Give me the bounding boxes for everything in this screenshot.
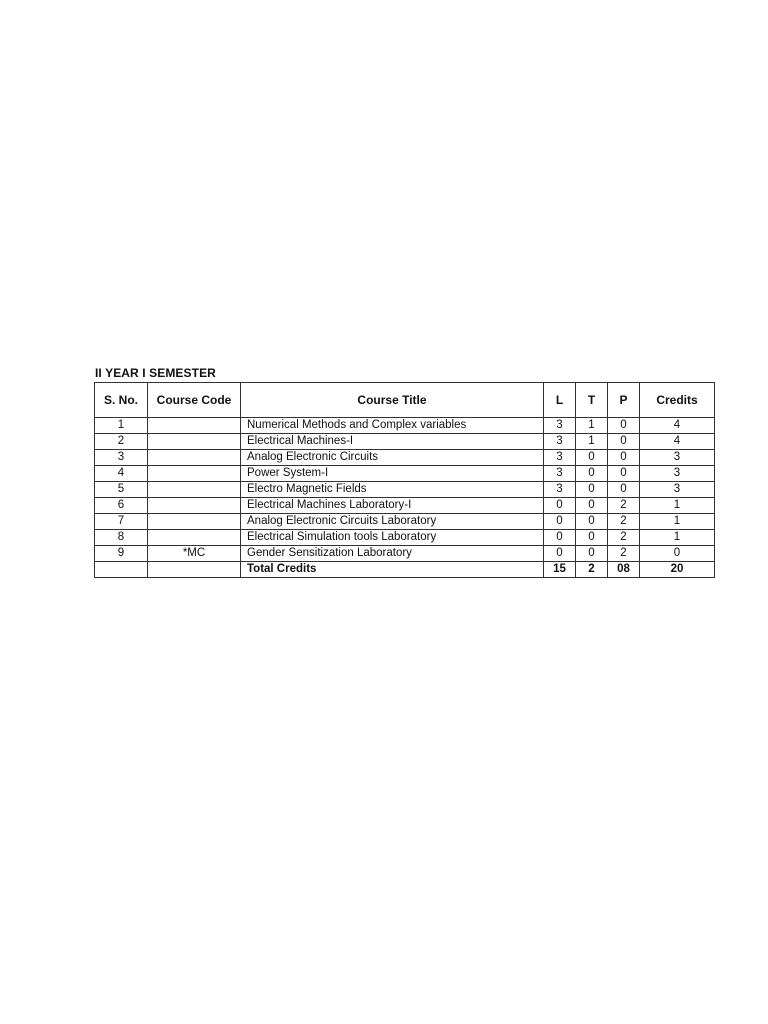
cell-credits: 0 (640, 546, 715, 562)
cell-t: 0 (576, 450, 608, 466)
cell-p: 0 (608, 434, 640, 450)
cell-sno: 6 (95, 498, 148, 514)
table-row (95, 546, 715, 562)
cell-sno: 9 (95, 546, 148, 562)
course-table (94, 382, 715, 578)
cell-t: 0 (576, 498, 608, 514)
cell-l: 0 (544, 546, 576, 562)
total-p: 08 (608, 562, 640, 578)
cell-title: Gender Sensitization Laboratory (241, 546, 544, 562)
cell-credits: 3 (640, 450, 715, 466)
cell-credits: 1 (640, 514, 715, 530)
cell-sno: 7 (95, 514, 148, 530)
cell-credits: 3 (640, 482, 715, 498)
total-t: 2 (576, 562, 608, 578)
table-row (95, 530, 715, 546)
cell-code (148, 530, 241, 546)
cell-l: 3 (544, 466, 576, 482)
cell-title: Analog Electronic Circuits Laboratory (241, 514, 544, 530)
cell-credits: 3 (640, 466, 715, 482)
col-header-l: L (544, 383, 576, 418)
table-row (95, 418, 715, 434)
cell-title: Numerical Methods and Complex variables (241, 418, 544, 434)
cell-p: 0 (608, 466, 640, 482)
col-header-sno: S. No. (95, 383, 148, 418)
cell-p: 2 (608, 546, 640, 562)
cell-t: 0 (576, 466, 608, 482)
cell-title: Electrical Simulation tools Laboratory (241, 530, 544, 546)
cell-t: 0 (576, 514, 608, 530)
cell-l: 0 (544, 514, 576, 530)
cell-credits: 1 (640, 530, 715, 546)
cell-p: 0 (608, 418, 640, 434)
col-header-t: T (576, 383, 608, 418)
cell-l: 0 (544, 530, 576, 546)
table-row (95, 434, 715, 450)
col-header-code: Course Code (148, 383, 241, 418)
table-row (95, 482, 715, 498)
cell-l: 3 (544, 434, 576, 450)
cell-sno: 8 (95, 530, 148, 546)
total-row (95, 562, 715, 578)
cell-credits: 4 (640, 418, 715, 434)
cell-code (148, 498, 241, 514)
cell-l: 3 (544, 450, 576, 466)
table-row (95, 498, 715, 514)
cell-p: 2 (608, 514, 640, 530)
cell-code (148, 434, 241, 450)
table-row (95, 450, 715, 466)
total-credits: 20 (640, 562, 715, 578)
cell-code: *MC (148, 546, 241, 562)
cell-p: 0 (608, 482, 640, 498)
cell-t: 0 (576, 546, 608, 562)
cell-code (148, 482, 241, 498)
cell-sno: 1 (95, 418, 148, 434)
cell-sno: 4 (95, 466, 148, 482)
cell-l: 3 (544, 418, 576, 434)
cell-code (148, 514, 241, 530)
cell-t: 1 (576, 434, 608, 450)
cell-t: 0 (576, 530, 608, 546)
cell-p: 2 (608, 498, 640, 514)
cell-sno: 2 (95, 434, 148, 450)
cell-title: Electrical Machines Laboratory-I (241, 498, 544, 514)
cell-p: 2 (608, 530, 640, 546)
cell-t: 0 (576, 482, 608, 498)
cell-title: Power System-I (241, 466, 544, 482)
cell-title: Electro Magnetic Fields (241, 482, 544, 498)
col-header-title: Course Title (241, 383, 544, 418)
cell-credits: 4 (640, 434, 715, 450)
cell-code (148, 466, 241, 482)
cell-code (148, 562, 241, 578)
cell-title: Analog Electronic Circuits (241, 450, 544, 466)
cell-l: 0 (544, 498, 576, 514)
total-label: Total Credits (241, 562, 544, 578)
cell-t: 1 (576, 418, 608, 434)
cell-p: 0 (608, 450, 640, 466)
cell-sno (95, 562, 148, 578)
cell-code (148, 418, 241, 434)
cell-credits: 1 (640, 498, 715, 514)
semester-heading: II YEAR I SEMESTER (95, 366, 216, 380)
table-row (95, 466, 715, 482)
header-row (95, 383, 715, 418)
cell-sno: 3 (95, 450, 148, 466)
cell-l: 3 (544, 482, 576, 498)
cell-title: Electrical Machines-I (241, 434, 544, 450)
col-header-p: P (608, 383, 640, 418)
table-row (95, 514, 715, 530)
cell-code (148, 450, 241, 466)
cell-sno: 5 (95, 482, 148, 498)
total-l: 15 (544, 562, 576, 578)
col-header-credits: Credits (640, 383, 715, 418)
